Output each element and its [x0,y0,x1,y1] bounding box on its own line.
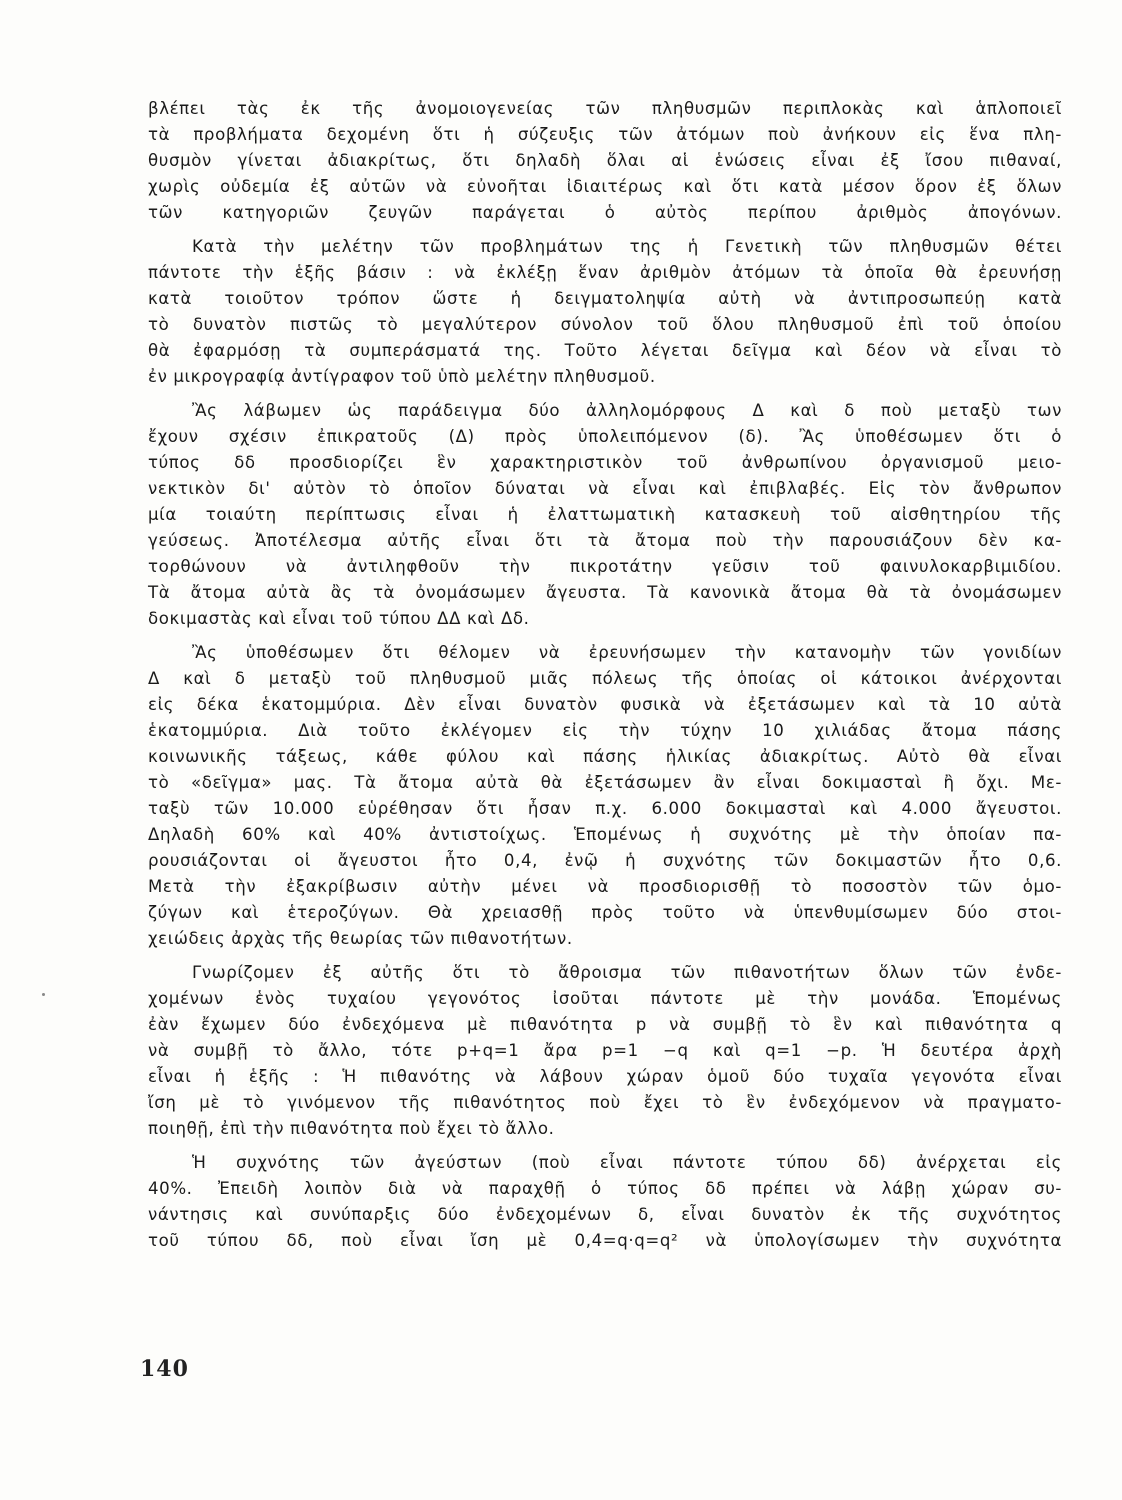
text-line: τῶν κατηγοριῶν ζευγῶν παράγεται ὁ αὐτὸς περίπου ἀριθμὸς ἀπογόνων. [148,203,1062,222]
text-line: ἐν μικρογραφίᾳ ἀντίγραφον τοῦ ὑπὸ μελέτην πληθυσμοῦ. [148,367,656,386]
text-line: Ἂς λάβωμεν ὡς παράδειγμα δύο ἀλληλομόρφους Δ καὶ δ ποὺ μεταξὺ των [192,401,1062,420]
text-line: ζύγων καὶ ἑτεροζύγων. Θὰ χρειασθῇ πρὸς τοῦτο νὰ ὑπενθυμίσωμεν δύο στοι- [148,903,1062,922]
paragraph-1 [148,96,1062,226]
text-line: τὸ «δεῖγμα» μας. Τὰ ἄτομα αὐτὰ θὰ ἐξετάσωμεν ἂν εἶναι δοκιμασταὶ ἢ ὄχι. Με- [148,773,1062,792]
text-line: ποιηθῇ, ἐπὶ τὴν πιθανότητα ποὺ ἔχει τὸ ἄλλο. [148,1119,555,1138]
paragraph-3 [148,398,1062,632]
text-line: Ἂς ὑποθέσωμεν ὅτι θέλομεν νὰ ἐρευνήσωμεν τὴν κατανομὴν τῶν γονιδίων [192,643,1062,662]
text-line: τὸ δυνατὸν πιστῶς τὸ μεγαλύτερον σύνολον τοῦ ὅλου πληθυσμοῦ ἐπὶ τοῦ ὁποίου [148,315,1062,334]
paragraph-5 [148,960,1062,1142]
text-line: Μετὰ τὴν ἐξακρίβωσιν αὐτὴν μένει νὰ προσδιορισθῇ τὸ ποσοστὸν τῶν ὁμο- [148,877,1062,896]
text-line: νὰ συμβῇ τὸ ἄλλο, τότε p+q=1 ἄρα p=1 −q καὶ q=1 −p. Ἡ δευτέρα ἀρχὴ [148,1041,1062,1060]
text-line: κοινωνικῆς τάξεως, κάθε φύλου καὶ πάσης ἡλικίας ἀδιακρίτως. Αὐτὸ θὰ εἶναι [148,747,1062,766]
text-line: Τὰ ἄτομα αὐτὰ ἂς τὰ ὀνομάσωμεν ἄγευστα. Τὰ κανονικὰ ἄτομα θὰ τὰ ὀνομάσωμεν [148,583,1062,602]
text-line: τορθώνουν νὰ ἀντιληφθοῦν τὴν πικροτάτην γεῦσιν τοῦ φαινυλοκαρβιμιδίου. [148,557,1062,576]
text-line: ἐὰν ἔχωμεν δύο ἐνδεχόμενα μὲ πιθανότητα p νὰ συμβῇ τὸ ἓν καὶ πιθανότητα q [148,1015,1062,1034]
paragraph-6 [148,1150,1062,1254]
paragraph-4 [148,640,1062,952]
body-text [148,96,1062,1260]
text-line: χωρὶς οὐδεμία ἐξ αὐτῶν νὰ εὐνοῆται ἰδιαιτέρως καὶ ὅτι κατὰ μέσον ὅρον ἐξ ὅλων [148,177,1062,196]
text-line: Ἡ συχνότης τῶν ἀγεύστων (ποὺ εἶναι πάντοτε τύπου δδ) ἀνέρχεται εἰς [192,1153,1062,1172]
text-line: νεκτικὸν δι' αὐτὸν τὸ ὁποῖον δύναται νὰ εἶναι καὶ ἐπιβλαβές. Εἰς τὸν ἄνθρωπον [148,479,1062,498]
text-line: ἑκατομμύρια. Διὰ τοῦτο ἐκλέγομεν εἰς τὴν τύχην 10 χιλιάδας ἄτομα πάσης [148,721,1062,740]
text-line: κατὰ τοιοῦτον τρόπον ὥστε ἡ δειγματοληψία αὐτὴ νὰ ἀντιπροσωπεύῃ κατὰ [148,289,1062,308]
text-line: τὰ προβλήματα δεχομένη ὅτι ἡ σύζευξις τῶν ἀτόμων ποὺ ἀνήκουν εἰς ἕνα πλη- [148,125,1062,144]
text-line: δοκιμαστὰς καὶ εἶναι τοῦ τύπου ΔΔ καὶ Δδ. [148,609,530,628]
text-line: χειώδεις ἀρχὰς τῆς θεωρίας τῶν πιθανοτήτων. [148,929,573,948]
text-line: τύπος δδ προσδιορίζει ἓν χαρακτηριστικὸν τοῦ ἀνθρωπίνου ὀργανισμοῦ μειο- [148,453,1062,472]
text-line: ταξὺ τῶν 10.000 εὑρέθησαν ὅτι ἦσαν π.χ. 6.000 δοκιμασταὶ καὶ 4.000 ἄγευστοι. [148,799,1062,818]
text-line: Κατὰ τὴν μελέτην τῶν προβλημάτων της ἡ Γενετικὴ τῶν πληθυσμῶν θέτει [192,237,1062,256]
scan-speck [42,993,45,996]
text-line: εἶναι ἡ ἑξῆς : Ἡ πιθανότης νὰ λάβουν χώραν ὁμοῦ δύο τυχαῖα γεγονότα εἶναι [148,1067,1062,1086]
page-number: 140 [140,1356,189,1382]
text-line: μία τοιαύτη περίπτωσις εἶναι ἡ ἐλαττωματικὴ κατασκευὴ τοῦ αἰσθητηρίου τῆς [148,505,1062,524]
text-line: γεύσεως. Ἀποτέλεσμα αὐτῆς εἶναι ὅτι τὰ ἄτομα ποὺ τὴν παρουσιάζουν δὲν κα- [148,531,1062,550]
text-line: Δ καὶ δ μεταξὺ τοῦ πληθυσμοῦ μιᾶς πόλεως τῆς ὁποίας οἱ κάτοικοι ἀνέρχονται [148,669,1062,688]
text-line: ἴση μὲ τὸ γινόμενον τῆς πιθανότητος ποὺ ἔχει τὸ ἓν ἐνδεχόμενον νὰ πραγματο- [148,1093,1062,1112]
paragraph-2 [148,234,1062,390]
text-line: θὰ ἐφαρμόσῃ τὰ συμπεράσματά της. Τοῦτο λέγεται δεῖγμα καὶ δέον νὰ εἶναι τὸ [148,341,1062,360]
text-line: πάντοτε τὴν ἑξῆς βάσιν : νὰ ἐκλέξῃ ἕναν ἀριθμὸν ἀτόμων τὰ ὁποῖα θὰ ἐρευνήσῃ [148,263,1062,282]
text-line: ἔχουν σχέσιν ἐπικρατοῦς (Δ) πρὸς ὑπολειπόμενον (δ). Ἂς ὑποθέσωμεν ὅτι ὁ [148,427,1062,446]
text-line: Δηλαδὴ 60% καὶ 40% ἀντιστοίχως. Ἑπομένως ἡ συχνότης μὲ τὴν ὁποίαν πα- [148,825,1062,844]
text-line: Γνωρίζομεν ἐξ αὐτῆς ὅτι τὸ ἄθροισμα τῶν πιθανοτήτων ὅλων τῶν ἐνδε- [192,963,1062,982]
text-line: εἰς δέκα ἑκατομμύρια. Δὲν εἶναι δυνατὸν φυσικὰ νὰ ἐξετάσωμεν καὶ τὰ 10 αὐτὰ [148,695,1062,714]
text-line: τοῦ τύπου δδ, ποὺ εἶναι ἴση μὲ 0,4=q·q=q² νὰ ὑπολογίσωμεν τὴν συχνότητα [148,1231,1062,1250]
text-line: νάντησις καὶ συνύπαρξις δύο ἐνδεχομένων δ, εἶναι δυνατὸν ἐκ τῆς συχνότητος [148,1205,1062,1224]
text-line: 40%. Ἐπειδὴ λοιπὸν διὰ νὰ παραχθῇ ὁ τύπος δδ πρέπει νὰ λάβῃ χώραν συ- [148,1179,1062,1198]
text-line: ρουσιάζονται οἱ ἄγευστοι ἦτο 0,4, ἐνῷ ἡ συχνότης τῶν δοκιμαστῶν ἦτο 0,6. [148,851,1062,870]
text-line: χομένων ἑνὸς τυχαίου γεγονότος ἰσοῦται πάντοτε μὲ τὴν μονάδα. Ἑπομένως [148,989,1062,1008]
text-line: βλέπει τὰς ἐκ τῆς ἀνομοιογενείας τῶν πληθυσμῶν περιπλοκὰς καὶ ἁπλοποιεῖ [148,99,1062,118]
text-line: θυσμὸν γίνεται ἀδιακρίτως, ὅτι δηλαδὴ ὅλαι αἱ ἑνώσεις εἶναι ἐξ ἴσου πιθαναί, [148,151,1062,170]
